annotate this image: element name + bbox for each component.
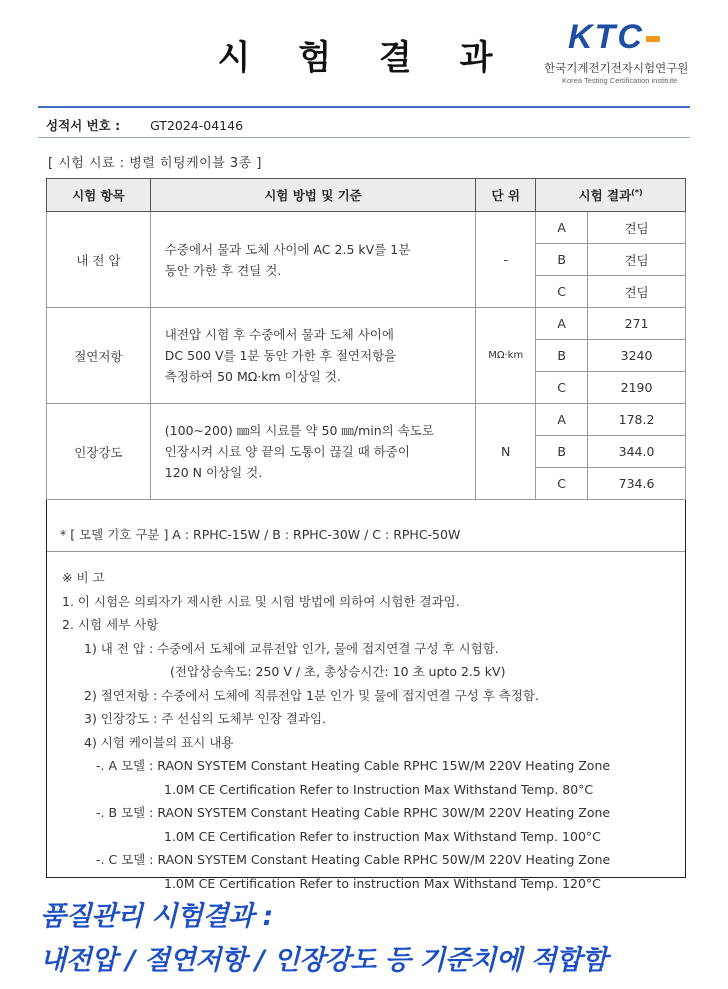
caption-line-2: 내전압 / 절연저항 / 인장강도 등 기준치에 적합함	[40, 945, 608, 976]
remark-line: 3) 인장강도 : 주 선심의 도체부 인장 결과임.	[84, 711, 327, 726]
table-row	[47, 404, 686, 436]
remarks-divider	[47, 551, 685, 552]
model-cell: A	[536, 404, 588, 436]
remark-line: -. C 모델 : RAON SYSTEM Constant Heating Cable RPHC 50W/M 220V Heating Zone	[96, 852, 611, 867]
unit-cell: -	[476, 212, 536, 308]
certificate-number	[46, 116, 243, 134]
unit-cell: N	[476, 404, 536, 500]
remarks-section	[62, 566, 610, 895]
result-cell: 3240	[588, 340, 686, 372]
remark-line: (전압상승속도: 250 V / 초, 총상승시간: 10 초 upto 2.5 kV)	[170, 664, 506, 679]
remarks-title: ※ 비 고	[62, 570, 105, 585]
model-legend: * [ 모델 기호 구분 ] A : RPHC-15W / B : RPHC-30W / C : RPHC-50W	[60, 527, 461, 542]
result-cell: 견딤	[588, 212, 686, 244]
logo-mark: KTC	[568, 18, 660, 57]
table-row	[47, 308, 686, 340]
remark-line: 1. 이 시험은 의뢰자가 제시한 시료 및 시험 방법에 의하여 시험한 결과임.	[62, 593, 460, 609]
remark-line: 4) 시험 케이블의 표시 내용	[84, 734, 234, 750]
model-cell: B	[536, 436, 588, 468]
model-cell: B	[536, 244, 588, 276]
table-header-row	[47, 179, 686, 212]
model-cell: C	[536, 276, 588, 308]
remark-line: 1.0M CE Certification Refer to Instruction Max Withstand Temp. 80°C	[164, 781, 594, 797]
header-divider	[38, 106, 690, 108]
logo-org-name-en: Korea Testing Certification institute	[562, 76, 678, 85]
model-cell: A	[536, 212, 588, 244]
test-sample: [ 시험 시료 : 병렬 히팅케이블 3종 ]	[48, 156, 262, 171]
method-cell: 수중에서 물과 도체 사이에 AC 2.5 kV를 1분 동안 가한 후 견딜 것.	[150, 212, 475, 308]
method-cell: (100~200) ㎜의 시료를 약 50 ㎜/min의 속도로 인장시켜 시료 양 끝의 도통이 끊길 때 하중이 120 N 이상일 것.	[150, 404, 475, 500]
header-item: 시험 항목	[47, 179, 151, 212]
result-cell: 178.2	[588, 404, 686, 436]
certificate-value: GT2024-04146	[150, 118, 244, 133]
model-cell: B	[536, 340, 588, 372]
result-cell: 견딤	[588, 276, 686, 308]
ktc-logo	[540, 18, 700, 98]
remark-line: -. B 모델 : RAON SYSTEM Constant Heating Cable RPHC 30W/M 220V Heating Zone	[96, 805, 611, 820]
header-method: 시험 방법 및 기준	[150, 179, 475, 212]
model-cell: A	[536, 308, 588, 340]
result-cell: 견딤	[588, 244, 686, 276]
item-cell: 절연저항	[47, 308, 151, 404]
caption-line-1: 품질관리 시험결과 :	[40, 901, 273, 932]
item-cell: 내 전 압	[47, 212, 151, 308]
model-cell: C	[536, 372, 588, 404]
item-cell: 인장강도	[47, 404, 151, 500]
remark-line: 1.0M CE Certification Refer to instruction Max Withstand Temp. 120°C	[164, 875, 601, 891]
certificate-label: 성적서 번호 :	[46, 118, 121, 133]
certificate-divider	[38, 137, 690, 138]
page-title: 시 험 결 과	[217, 38, 511, 78]
result-cell: 344.0	[588, 436, 686, 468]
table-row	[47, 212, 686, 244]
model-cell: C	[536, 468, 588, 500]
unit-cell: MΩ·km	[476, 308, 536, 404]
remark-line: 2) 절연저항 : 수중에서 도체에 직류전압 1분 인가 및 물에 접지연결 구성 후 측정함.	[84, 687, 539, 703]
header-unit: 단 위	[476, 179, 536, 212]
header-result: 시험 결과(*)	[536, 179, 686, 212]
result-cell: 2190	[588, 372, 686, 404]
remark-line: 2. 시험 세부 사항	[62, 617, 159, 632]
remark-line: 1.0M CE Certification Refer to instruction Max Withstand Temp. 100°C	[164, 828, 601, 844]
logo-org-name: 한국기계전기전자시험연구원	[544, 61, 689, 75]
result-table	[46, 178, 686, 500]
remark-line: -. A 모델 : RAON SYSTEM Constant Heating Cable RPHC 15W/M 220V Heating Zone	[96, 758, 611, 773]
result-cell: 271	[588, 308, 686, 340]
remark-line: 1) 내 전 압 : 수중에서 도체에 교류전압 인가, 물에 접지연결 구성 후 시험함.	[84, 640, 499, 656]
method-cell: 내전압 시험 후 수중에서 물과 도체 사이에 DC 500 V를 1분 동안 가한 후 절연저항을 측정하여 50 MΩ·km 이상일 것.	[150, 308, 475, 404]
result-cell: 734.6	[588, 468, 686, 500]
